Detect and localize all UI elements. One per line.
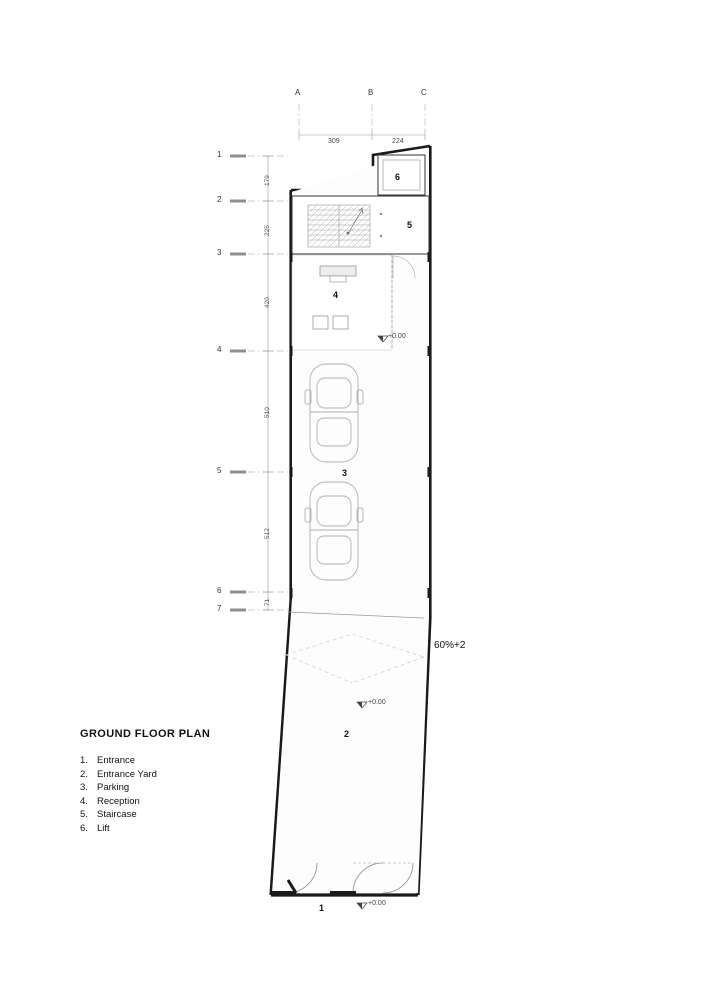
legend-number: 3. (80, 782, 88, 793)
room-number-parking: 3 (342, 468, 348, 478)
level-marker-reception: +0.00 (388, 333, 406, 340)
legend-label: Parking (97, 782, 130, 793)
room-number-staircase: 5 (407, 220, 413, 230)
level-marker-yard: +0.00 (368, 699, 386, 706)
grid-label-row-7: 7 (217, 604, 222, 613)
dimension-309: 309 (328, 138, 340, 145)
legend-label: Entrance Yard (97, 768, 157, 780)
grid-label-row-3: 3 (217, 248, 222, 257)
lift-room (378, 155, 425, 195)
slope-note: 60%+2 (434, 640, 466, 651)
grid-label-row-2: 2 (217, 195, 222, 204)
grid-label-row-6: 6 (217, 586, 222, 595)
legend-number: 2. (80, 768, 88, 780)
room-number-reception: 4 (333, 290, 339, 300)
dimension-179: 179 (264, 175, 271, 186)
grid-row-ticks (230, 156, 288, 610)
level-marker-entrance: +0.00 (368, 900, 386, 907)
grid-label-row-4: 4 (217, 345, 222, 354)
legend-label: Reception (97, 795, 140, 807)
room-number-entrance-yard: 2 (344, 729, 350, 739)
room-number-entrance: 1 (319, 903, 325, 913)
dimension-420: 420 (264, 297, 271, 308)
dimension-71: 71 (264, 598, 271, 606)
grid-label-B: B (368, 88, 374, 97)
legend-number: 6. (80, 822, 88, 834)
legend-label: Entrance (97, 755, 136, 766)
list-item (80, 754, 270, 768)
dimension-225: 225 (264, 225, 271, 236)
legend-number: 4. (80, 795, 88, 807)
list-item (80, 768, 270, 782)
grid-label-C: C (421, 88, 427, 97)
dimension-chain-horizontal (299, 130, 425, 140)
grid-column-lines (299, 104, 425, 132)
list-item (80, 808, 270, 822)
grid-label-A: A (295, 88, 301, 97)
legend-number: 5. (80, 809, 88, 820)
list-item (80, 781, 270, 795)
room-number-lift: 6 (395, 172, 401, 182)
legend-label: Lift (97, 822, 110, 834)
list-item (80, 822, 270, 836)
legend-list (80, 754, 270, 835)
grid-label-row-1: 1 (217, 150, 222, 159)
list-item (80, 795, 270, 809)
dimension-510: 510 (264, 407, 271, 418)
legend-label: Staircase (97, 809, 137, 820)
legend-block (80, 728, 270, 835)
legend-number: 1. (80, 755, 88, 766)
dimension-512: 512 (264, 528, 271, 539)
dimension-224: 224 (392, 138, 404, 145)
grid-label-row-5: 5 (217, 466, 222, 475)
page-title: GROUND FLOOR PLAN (80, 728, 211, 740)
